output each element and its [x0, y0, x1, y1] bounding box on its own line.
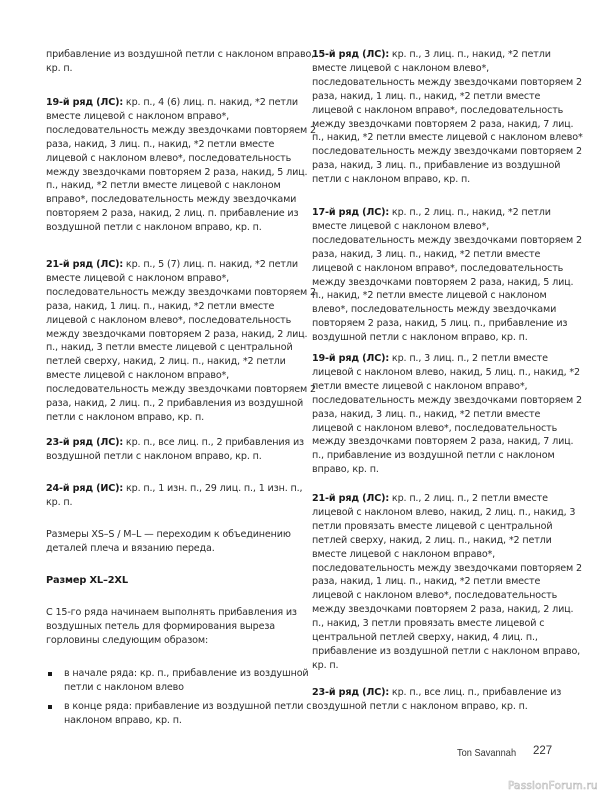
bullet-item: в начале ряда: кр. п., прибавление из воздушной петли с наклоном влево: [46, 667, 316, 695]
row-19-instructions: 19-й ряд (ЛС): кр. п., 4 (6) лиц. п. накид, *2 петли вместе лицевой с наклоном вправо*, последовательность между звездочками повторяем 2 раза, накид, 3 лиц. п., накид, *2 петли вместе лицевой с наклоном влево*, последовательность между звездочками повторяем 2 раза, накид, 5 лиц. п., накид, *2 петли вместе лицевой с наклоном вправо*, последовательность между звездочками повторяем 2 раза, накид, 2 лиц. п. прибавление из воздушной петли с наклоном вправо, кр. п.: [46, 97, 316, 234]
size-heading: Размер XL–2XL: [46, 575, 128, 586]
row-17-instructions: 17-й ряд (ЛС): кр. п., 2 лиц. п., накид, *2 петли вместе лицевой с наклоном влево*, последовательность между звездочками повторяем 2 раза, накид, 3 лиц. п., накид, *2 петли вместе лицевой с наклоном вправо*, последовательность между звездочками повторяем 2 раза, накид, 5 лиц. п., накид, *2 петли вместе лицевой с наклоном влево*, последовательность между звездочками повторяем 2 раза, накид, 5 лиц. п., прибавление из воздушной петли с наклоном вправо, кр. п.: [312, 207, 582, 344]
watermark: PassionForum.ru: [508, 780, 598, 792]
row-21-instructions: 21-й ряд (ЛС): кр. п., 5 (7) лиц. п. накид, *2 петли вместе лицевой с наклоном вправо*, последовательность между звездочками повторяем 2 раза, накид, 1 лиц. п., накид, *2 петли вместе лицевой с наклоном влево*, последовательность между звездочками повторяем 2 раза, накид, 2 лиц. п., накид, 3 петли вместе лицевой с центральной петлей сверху, накид, 2 лиц. п., накид, *2 петли вместе лицевой с наклоном вправо*, последовательность между звездочками повторяем 2 раза, накид, 2 лиц. п., 2 прибавления из воздушной петли с наклоном вправо, кр. п.: [46, 259, 316, 423]
row-label: 23-й ряд (ЛС):: [312, 687, 390, 698]
book-title: Ton Savannah: [457, 747, 517, 759]
bullet-square-icon: [48, 672, 52, 676]
row-23-instructions: 23-й ряд (ЛС): кр. п., все лиц. п., 2 прибавления из воздушной петли с наклоном вправо, кр. п.: [46, 437, 304, 462]
page-number: 227: [533, 745, 553, 757]
sizes-note: Размеры XS–S / M–L — переходим к объединению деталей плеча и вязанию переда.: [46, 529, 291, 554]
row-label: 19-й ряд (ЛС):: [312, 353, 390, 364]
row-label: 23-й ряд (ЛС):: [46, 437, 124, 448]
row-label: 24-й ряд (ИС):: [46, 483, 124, 494]
row-19-instructions: 19-й ряд (ЛС): кр. п., 3 лиц. п., 2 петли вместе лицевой с наклоном влево, накид, 5 лиц. п., накид, *2 петли вместе лицевой с наклоном вправо*, последовательность между звездочками повторяем 2 раза, накид, 3 лиц. п., накид, *2 петли вместе лицевой с наклоном влево*, последовательность между звездочками повторяем 2 раза, накид, 7 лиц. п., прибавление из воздушной петли с наклоном вправо, кр. п.: [312, 353, 582, 476]
row-label: 19-й ряд (ЛС):: [46, 97, 124, 108]
bullet-item: в конце ряда: прибавление из воздушной петли с наклоном вправо, кр. п.: [46, 700, 316, 728]
bullet-square-icon: [48, 705, 52, 709]
intro-paragraph: С 15-го ряда начинаем выполнять прибавления из воздушных петель для формирования выреза горловины следующим образом:: [46, 607, 297, 646]
row-label: 15-й ряд (ЛС):: [312, 49, 390, 60]
row-15-instructions: 15-й ряд (ЛС): кр. п., 3 лиц. п., накид, *2 петли вместе лицевой с наклоном влево*, последовательность между звездочками повторяем 2 раза, накид, 1 лиц. п., накид, *2 петли вместе лицевой с наклоном вправо*, последовательность между звездочками повторяем 2 раза, накид, 7 лиц. п., накид, *2 петли вместе лицевой с наклоном влево* последовательность между звездочками повторяем 2 раза, накид, 3 лиц. п., прибавление из воздушной петли с наклоном вправо, кр. п.: [312, 49, 583, 186]
row-label: 21-й ряд (ЛС):: [46, 259, 124, 270]
row-label: 17-й ряд (ЛС):: [312, 207, 390, 218]
row-24-instructions: 24-й ряд (ИС): кр. п., 1 изн. п., 29 лиц. п., 1 изн. п., кр. п.: [46, 483, 303, 508]
paragraph-continuation: прибавление из воздушной петли с наклоном вправо, кр. п.: [46, 49, 315, 74]
row-label: 21-й ряд (ЛС):: [312, 493, 390, 504]
row-21-instructions: 21-й ряд (ЛС): кр. п., 2 лиц. п., 2 петли вместе лицевой с наклоном влево, накид, 2 лиц. п., накид, 3 петли провязать вместе лицевой с центральной петлей сверху, накид, 2 лиц. п., накид, *2 петли вместе лицевой с наклоном вправо*, последовательность между звездочками повторяем 2 раза, накид, 1 лиц. п., накид, *2 петли вместе лицевой с наклоном влево*, последовательность между звездочками повторяем 2 раза, накид, 2 лиц. п., накид, 3 петли провязать вместе лицевой с центральной петлей сверху, накид, 4 лиц. п., прибавление из воздушной петли с наклоном вправо, кр. п.: [312, 493, 582, 671]
row-23-instructions: 23-й ряд (ЛС): кр. п., все лиц. п., прибавление из воздушной петли с наклоном вправо, кр. п.: [312, 687, 562, 712]
